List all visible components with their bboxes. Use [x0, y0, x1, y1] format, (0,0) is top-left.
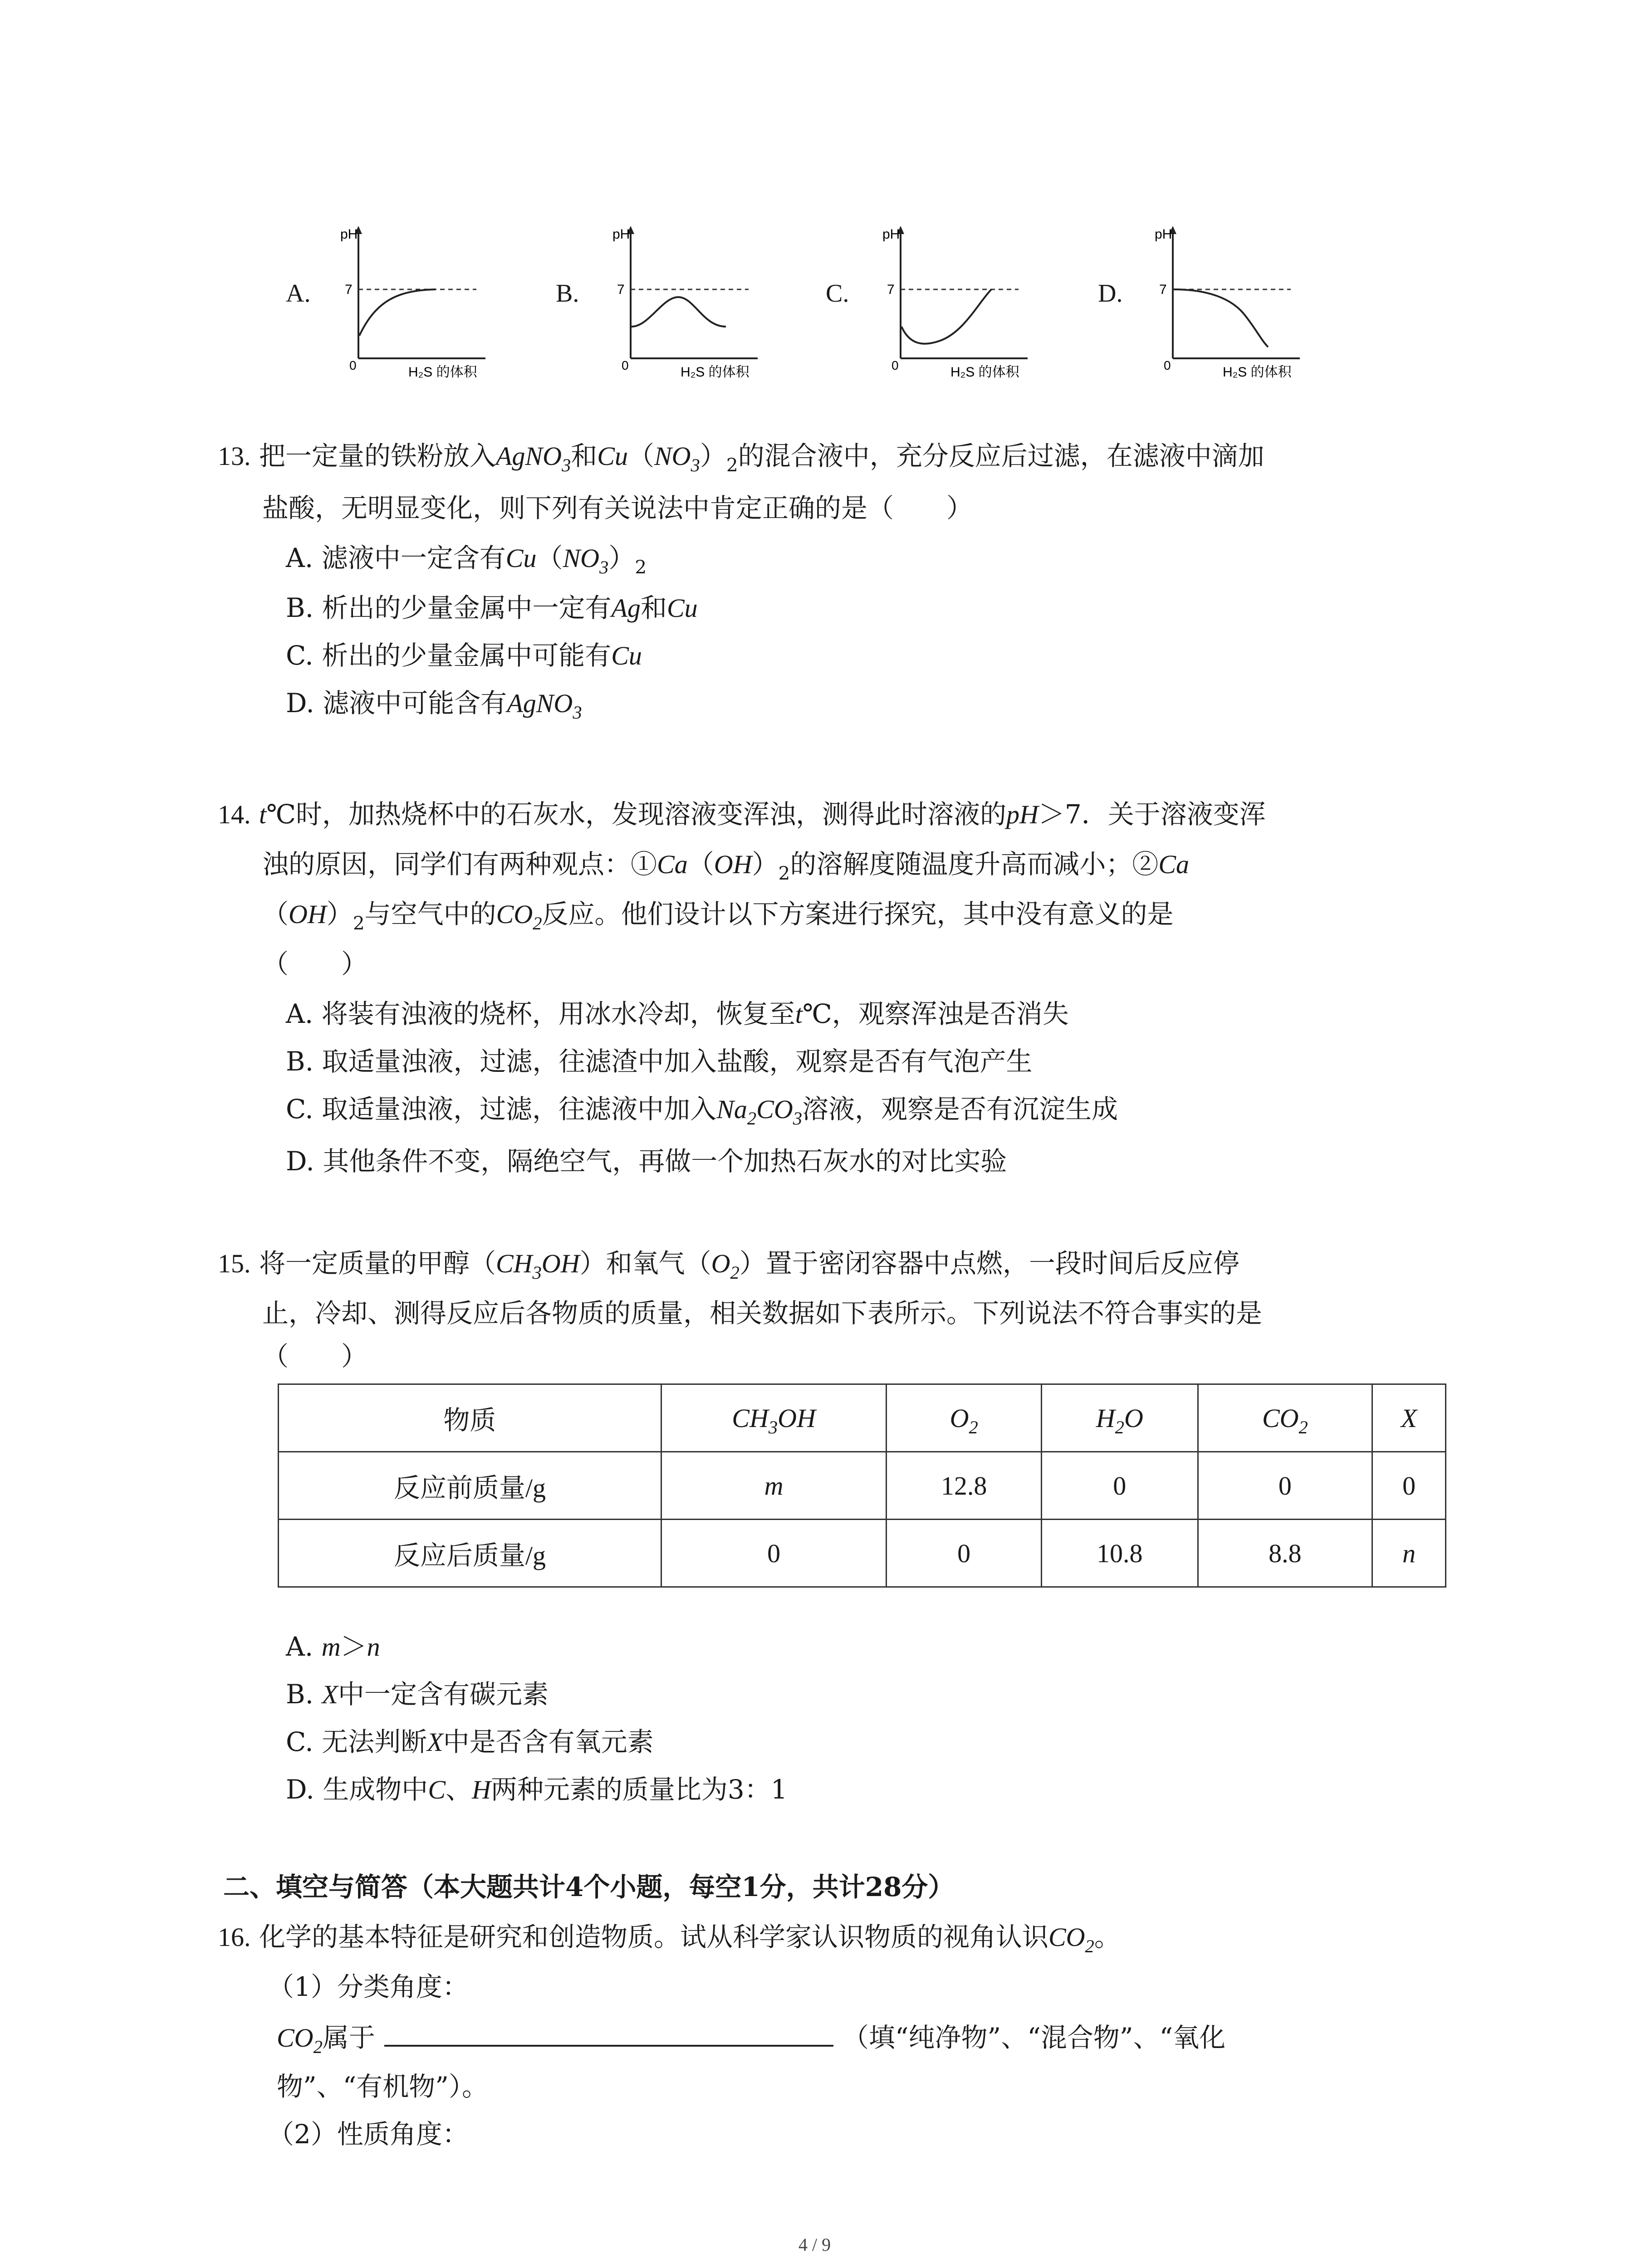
q16-line1-end: 。	[1094, 1921, 1121, 1952]
q15-line1-a: 将一定质量的甲醇（	[259, 1248, 496, 1279]
q14-option-c-text2: 溶液，观察是否有沉淀生成	[802, 1094, 1118, 1124]
q15-option-d-text2: 两种元素的质量比为3：1	[490, 1774, 788, 1805]
q13-stem-a: 把一定量的铁粉放入	[259, 440, 496, 471]
graph-d-seven: 7	[1159, 282, 1167, 297]
q13-option-d[interactable]: D. 滤液中可能含有AgNO$_3$	[286, 688, 582, 723]
q15-option-c-text2: 中是否含有氧元素	[443, 1726, 654, 1757]
graph-b-ylabel: pH	[612, 227, 630, 242]
graph-d-xlabel: H₂S 的体积	[1223, 365, 1292, 380]
q13-number: 13.	[218, 441, 251, 471]
graph-c-plot	[873, 222, 1041, 386]
q14-stem-line4: （ ）	[262, 948, 368, 979]
q15-stem-line2: 止，冷却、测得反应后各物质的质量，相关数据如下表所示。下列说法不符合事实的是	[262, 1298, 1263, 1329]
q14-option-d[interactable]: D. 其他条件不变，隔绝空气，再做一个加热石灰水的对比实验	[286, 1146, 1007, 1177]
q15-number: 15.	[218, 1249, 251, 1278]
q16-sub1-label: （1）分类角度：	[268, 1971, 469, 2002]
q14-option-c-text: C. 取适量浊液，过滤，往滤液中加入	[286, 1094, 717, 1124]
q15-line1-c: ）置于密闭容器中点燃，一段时间后反应停	[739, 1248, 1239, 1279]
graph-d-zero: 0	[1164, 358, 1171, 372]
table-cell: 12.8	[887, 1452, 1042, 1520]
table-header-cell: 物质	[279, 1384, 661, 1452]
table-cell: m	[661, 1452, 887, 1520]
graph-a-xlabel: H₂S 的体积	[408, 365, 477, 380]
graph-d-plot	[1146, 222, 1313, 386]
q15-stem-line3: （ ）	[262, 1341, 368, 1372]
table-cell: 8.8	[1198, 1520, 1372, 1587]
graph-a-ylabel: pH	[340, 227, 358, 242]
q15-option-b-text: B.	[286, 1679, 322, 1710]
q15-option-a-text: A.	[286, 1631, 322, 1662]
q13-option-b-and: 和	[640, 592, 667, 623]
table-cell: 反应前质量/g	[279, 1452, 661, 1520]
table-row	[279, 1452, 1446, 1520]
q14-option-b[interactable]: B. 取适量浊液，过滤，往滤渣中加入盐酸，观察是否有气泡产生	[286, 1046, 1033, 1077]
table-header-cell: $O_2$	[887, 1384, 1042, 1452]
q15-option-b-text2: 中一定含有碳元素	[338, 1679, 549, 1710]
graph-b-seven: 7	[617, 282, 625, 297]
q15-option-b[interactable]: B. X中一定含有碳元素	[286, 1679, 549, 1710]
section-2-title: 二、填空与简答（本大题共计4个小题，每空1分，共计28分）	[223, 1872, 955, 1902]
q14-stem-line1: 14. t℃时，加热烧杯中的石灰水，发现溶液变浑浊，测得此时溶液的pH＞7．关于溶液变浑	[218, 799, 1266, 830]
graph-a-plot	[331, 222, 499, 386]
q16-line3: $CO_2$属于 （填“纯净物”、“混合物”、“氧化	[277, 2019, 1225, 2056]
q13-stem-b: 和	[571, 440, 598, 471]
q15-option-d-sep: 、	[446, 1774, 472, 1805]
table-header-cell: $H_2O$	[1041, 1384, 1198, 1452]
q15-option-c-text: C. 无法判断	[286, 1726, 427, 1757]
graph-c-ylabel: pH	[882, 227, 900, 242]
q16-sub2-label: （2）性质角度：	[268, 2119, 469, 2150]
graph-c-xlabel: H₂S 的体积	[950, 365, 1019, 380]
q13-option-b-text: B. 析出的少量金属中一定有	[286, 592, 612, 623]
table-header-cell: $CO_2$	[1198, 1384, 1372, 1452]
table-cell: 反应后质量/g	[279, 1520, 661, 1587]
q14-option-a-text2: ℃，观察浑浊是否消失	[802, 998, 1069, 1029]
q15-option-c[interactable]: C. 无法判断X中是否含有氧元素	[286, 1726, 654, 1757]
q13-stem-line2: 盐酸，无明显变化，则下列有关说法中肯定正确的是（ ）	[262, 493, 973, 523]
graph-letter-d: D.	[1098, 279, 1123, 308]
graph-a-zero: 0	[349, 358, 357, 372]
table-row	[279, 1520, 1446, 1587]
q13-option-a-text: A. 滤液中一定含有	[286, 543, 506, 573]
q14-option-a[interactable]: A. 将装有浊液的烧杯，用冰水冷却，恢复至t℃，观察浑浊是否消失	[286, 998, 1069, 1029]
q13-option-c-text: C. 析出的少量金属中可能有	[286, 640, 612, 671]
q16-answer-blank[interactable]	[384, 2019, 833, 2047]
page-number: 4 / 9	[798, 2234, 831, 2255]
q15-stem-line1: 15. 将一定质量的甲醇$(CH_3OH)$和氧气$(O_2)$置于密闭容器中点燃，一段时间后反应停	[218, 1248, 1239, 1283]
table-header-cell: X	[1372, 1384, 1446, 1452]
table-cell: 0	[1041, 1452, 1198, 1520]
graph-b-xlabel: H₂S 的体积	[681, 365, 749, 380]
q13-stem-c: 的混合液中，充分反应后过滤，在滤液中滴加	[738, 440, 1264, 471]
q15-line1-b: ）和氧气（	[579, 1248, 711, 1279]
q16-line1-text: 化学的基本特征是研究和创造物质。试从科学家认识物质的视角认识	[259, 1921, 1048, 1952]
q14-line1-a: ℃时，加热烧杯中的石灰水，发现溶液变浑浊，测得此时溶液的	[266, 799, 1006, 830]
graph-letter-a: A.	[286, 279, 311, 308]
graph-b-plot	[603, 222, 771, 386]
graph-c-seven: 7	[887, 282, 895, 297]
q16-line4: 物”、“有机物”）。	[277, 2071, 488, 2102]
table-header-cell: $CH_3OH$	[661, 1384, 887, 1452]
graph-letter-b: B.	[556, 279, 579, 308]
q14-line2-b: 的溶解度随温度升高而减小；②	[790, 849, 1159, 880]
q15-data-table	[278, 1383, 1446, 1588]
q14-option-c[interactable]: C. 取适量浊液，过滤，往滤液中加入$Na_2CO_3$溶液，观察是否有沉淀生成	[286, 1094, 1118, 1129]
table-cell: 0	[661, 1520, 887, 1587]
q16-line3-b: （填“纯净物”、“混合物”、“氧化	[842, 2022, 1226, 2053]
table-cell: 0	[1198, 1452, 1372, 1520]
graph-letter-c: C.	[826, 279, 849, 308]
q14-line3-b: 反应。他们设计以下方案进行探究，其中没有意义的是	[542, 899, 1174, 929]
q13-option-c[interactable]: C. 析出的少量金属中可能有Cu	[286, 640, 642, 671]
table-cell: 0	[887, 1520, 1042, 1587]
table-cell: 0	[1372, 1452, 1446, 1520]
table-header-row	[279, 1384, 1446, 1452]
q14-line3-a: 与空气中的	[364, 899, 496, 929]
q15-option-d-text: D. 生成物中	[286, 1774, 428, 1805]
q16-stem-line1: 16. 化学的基本特征是研究和创造物质。试从科学家认识物质的视角认识$CO_2$。	[218, 1921, 1121, 1957]
q13-option-a[interactable]: A. 滤液中一定含有$Cu(NO_3)_2$	[286, 543, 647, 578]
q14-stem-line2: 浊的原因，同学们有两种观点：$①Ca(OH)_2$的溶解度随温度升高而减小；②Ca	[262, 849, 1190, 885]
q15-option-a-gt: ＞	[340, 1631, 367, 1662]
q14-line2-a: 浊的原因，同学们有两种观点：①	[262, 849, 657, 880]
q13-option-d-text: D. 滤液中可能含有	[286, 688, 507, 719]
table-cell: 10.8	[1041, 1520, 1198, 1587]
q14-number: 14.	[218, 800, 251, 829]
graph-a-seven: 7	[345, 282, 353, 297]
q16-line3-a: 属于	[322, 2022, 375, 2053]
table-cell: n	[1372, 1520, 1446, 1587]
graph-b-zero: 0	[622, 358, 629, 372]
q13-option-b[interactable]: B. 析出的少量金属中一定有Ag和Cu	[286, 592, 698, 623]
graph-c-zero: 0	[892, 358, 899, 372]
q13-stem-line1: 13. 把一定量的铁粉放入AgNO$_3$和$Cu(NO_3)_2$的混合液中，充分反应后过滤，在滤液中滴加	[218, 440, 1264, 476]
q14-line1-b: ＞7．关于溶液变浑	[1038, 799, 1266, 830]
q14-stem-line3: $(OH)_2$与空气中的$CO_2$反应。他们设计以下方案进行探究，其中没有意义的是	[262, 899, 1174, 934]
q16-number: 16.	[218, 1922, 251, 1952]
q15-option-a[interactable]: A. m＞n	[286, 1631, 380, 1662]
q14-option-a-text: A. 将装有浊液的烧杯，用冰水冷却，恢复至	[286, 998, 795, 1029]
q15-option-d[interactable]: D. 生成物中C、H两种元素的质量比为3：1	[286, 1774, 788, 1805]
graph-d-ylabel: pH	[1155, 227, 1172, 242]
